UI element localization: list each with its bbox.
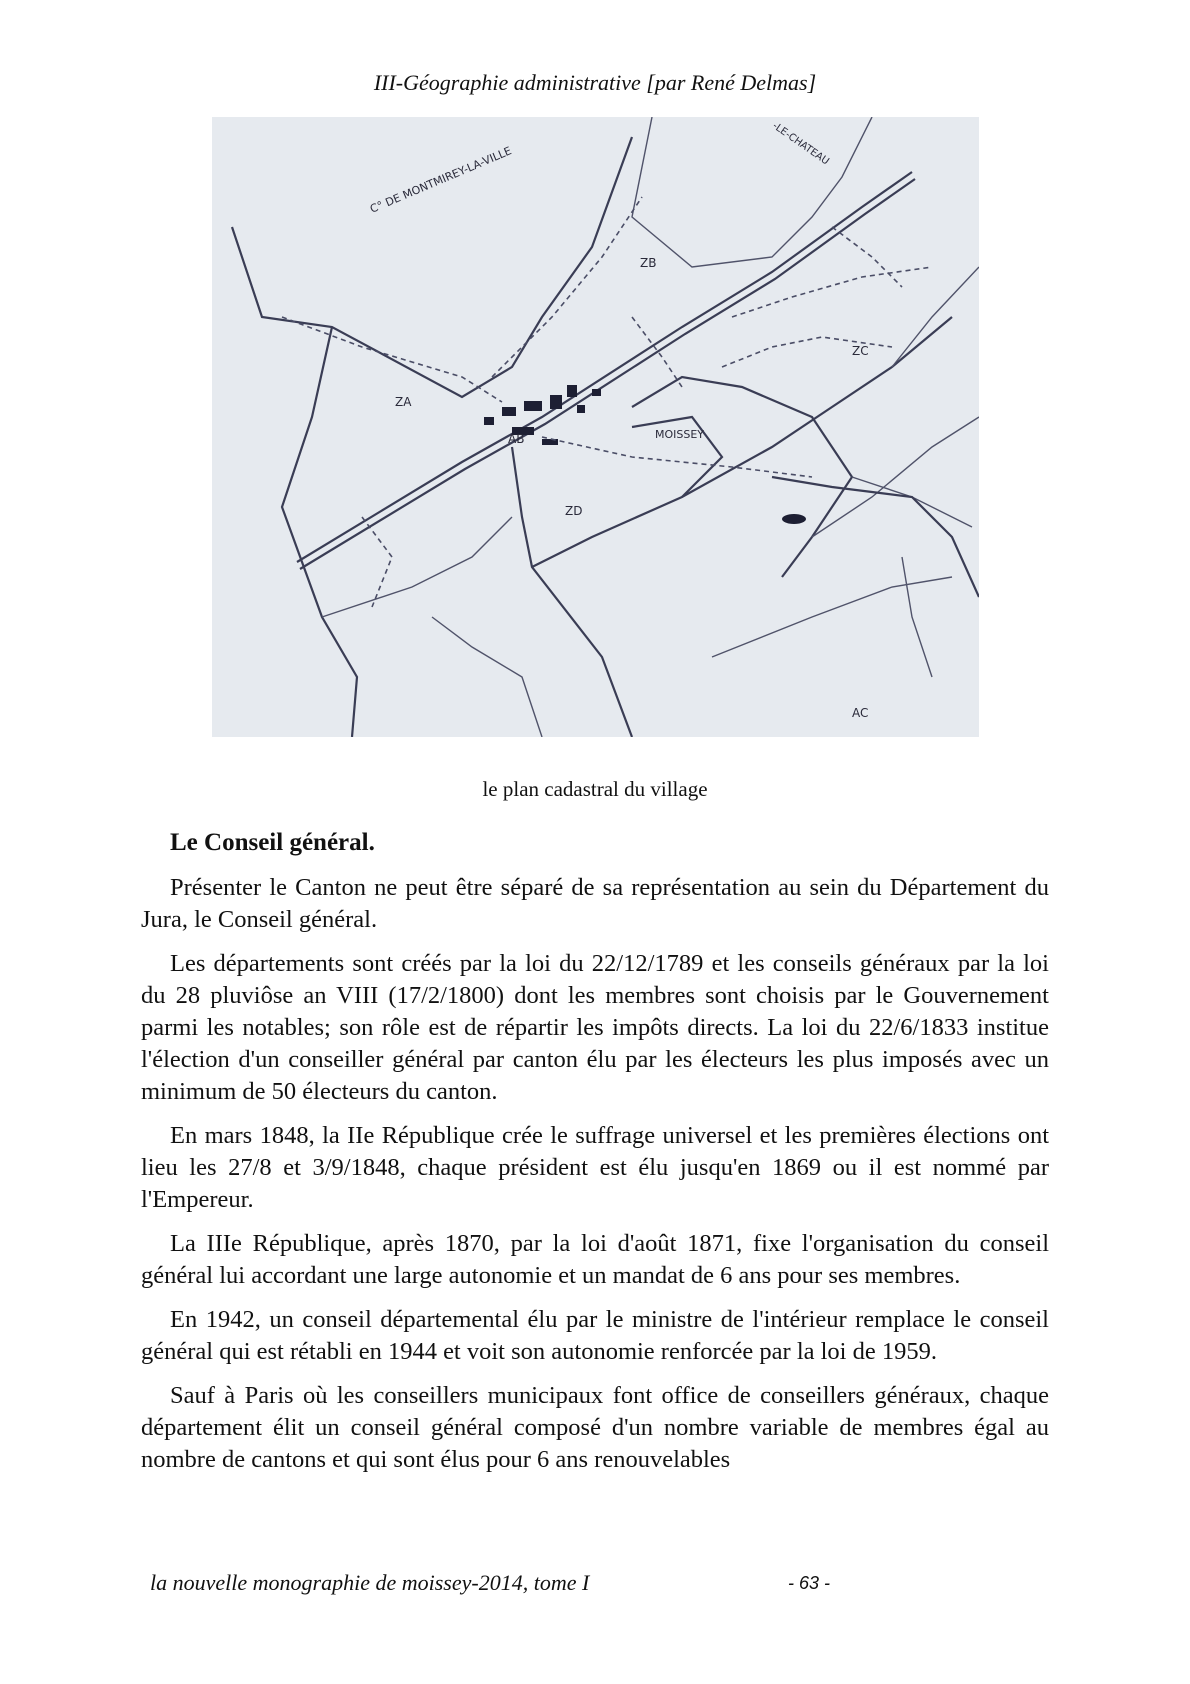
running-footer (150, 1570, 850, 1596)
paragraph: Sauf à Paris où les conseillers municipaux font office de conseillers généraux, chaque département élit un conseil général composé d'un nombre variable de membres égal au nombre de cantons et qui sont élus pour 6 ans renouvelables (141, 1382, 1049, 1473)
map-label-za: ZA (395, 395, 412, 409)
map-label-moissey: MOISSEY (655, 428, 705, 441)
figure-caption: le plan cadastral du village (482, 777, 708, 801)
map-label-ac: AC (852, 706, 869, 720)
map-label-zd: ZD (565, 504, 583, 518)
map-label-ab: AB (508, 432, 525, 446)
map-label-montmirey: C° DE MONTMIREY-LA-VILLE (368, 144, 514, 216)
paragraph: La IIIe République, après 1870, par la loi d'août 1871, fixe l'organisation du conseil général lui accordant une large autonomie et un mandat de 6 ans pour ses membres. (141, 1230, 1049, 1289)
page-number: - 63 - (788, 1573, 831, 1593)
body-text (141, 872, 1049, 1488)
footer-book-title: la nouvelle monographie de moissey-2014, tome I (150, 1570, 590, 1595)
running-header: III-Géographie administrative [par René Delmas] (373, 70, 817, 95)
map-label-chateau: -LE-CHATEAU (770, 120, 831, 168)
paragraph: Les départements sont créés par la loi du 22/12/1789 et les conseils généraux par la loi du 28 pluviôse an VIII (17/2/1800) dont les membres sont choisis par le Gouvernement parmi les notables; son rôle est de répartir les impôts directs. La loi du 22/6/1833 institue l'élection d'un conseiller général par canton élu par les électeurs les plus imposés avec un minimum de 50 électeurs du canton. (141, 950, 1049, 1105)
section-heading: Le Conseil général. (170, 829, 375, 856)
paragraph: En 1942, un conseil départemental élu par le ministre de l'intérieur remplace le conseil général qui est rétabli en 1944 et voit son autonomie renforcée par la loi de 1959. (141, 1306, 1049, 1365)
cadastral-map-image (212, 117, 979, 737)
map-label-zc: ZC (852, 344, 869, 358)
cadastral-map-drawing (212, 117, 979, 737)
paragraph: En mars 1848, la IIe République crée le suffrage universel et les premières élections ont lieu les 27/8 et 3/9/1848, chaque président est élu jusqu'en 1869 ou il est nommé par l'Empereur. (141, 1122, 1049, 1213)
map-label-zb: ZB (640, 256, 657, 270)
paragraph: Présenter le Canton ne peut être séparé de sa représentation au sein du Département du Jura, le Conseil général. (141, 874, 1049, 933)
